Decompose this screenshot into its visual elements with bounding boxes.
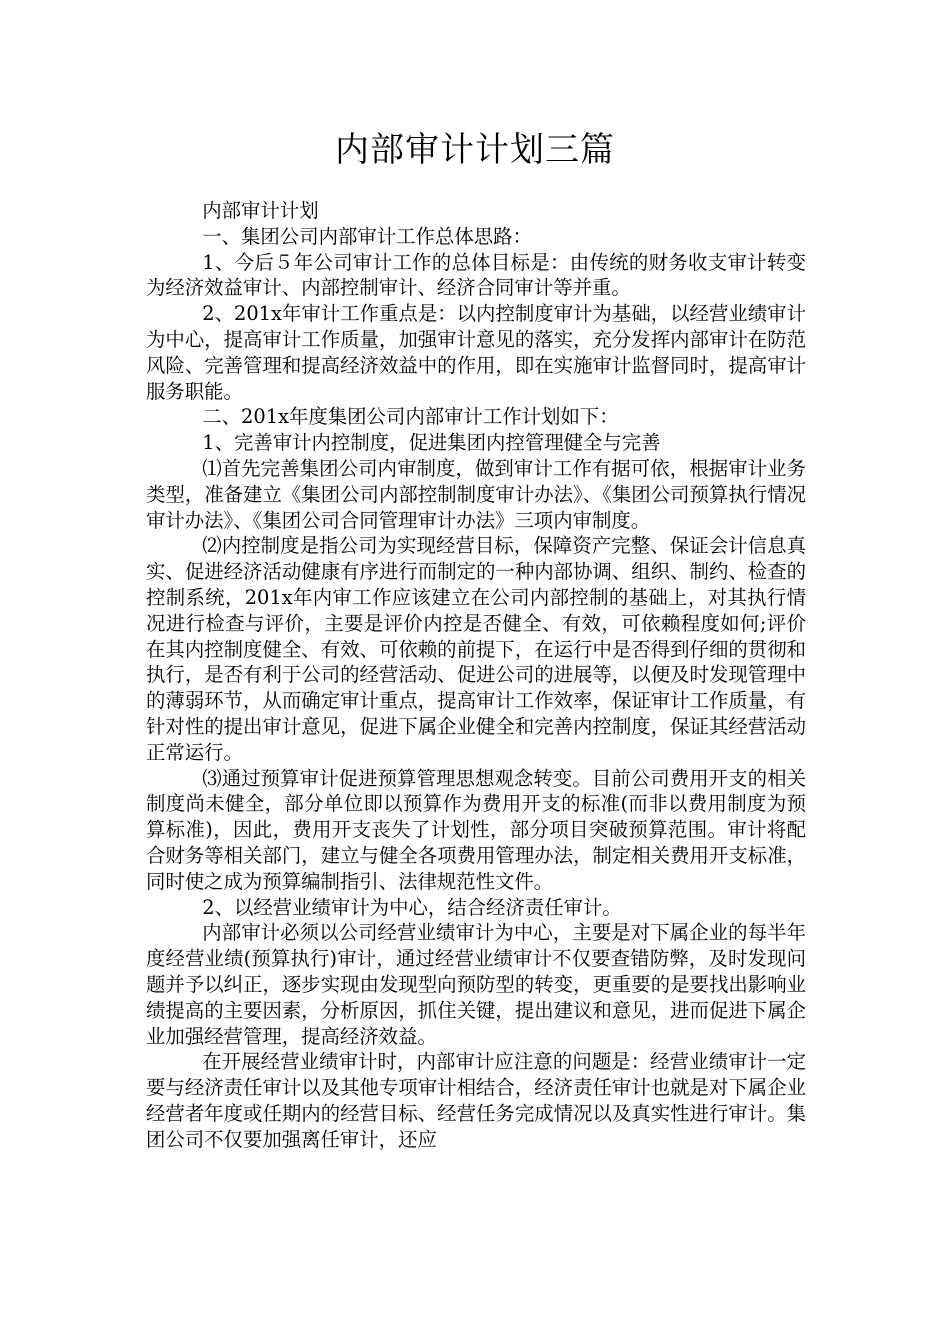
paragraph: 二、201x年度集团公司内部审计工作计划如下： [202,405,619,429]
paragraph: 2、201x年审计工作重点是：以内控制度审计为基础，以经营业绩审计为中心，提高审计工作质量，加强审计意见的落实，充分发挥内部审计在防范风险、完善管理和提高经济效益中的作用，即在实施审计监督同时，提高审计服务职能。 [146,302,806,403]
document-title: 内部审计计划三篇 [335,130,615,170]
paragraph: 内部审计必须以公司经营业绩审计为中心，主要是对下属企业的每半年度经营业绩(预算执行)审计，通过经营业绩审计不仅要查错防弊，及时发现问题并予以纠正，逐步实现由发现型向预防型的转变，更重要的是要找出影响业绩提高的主要因素，分析原因，抓住关键，提出建议和意见，进而促进下属企业加强经营管理，提高经济效益。 [146,921,806,1048]
paragraph: 内部审计计划 [202,199,319,222]
document-body [146,198,806,1152]
paragraph: 1、完善审计内控制度，促进集团内控管理健全与完善 [202,431,661,455]
paragraph: 一、集团公司内部审计工作总体思路： [202,224,532,248]
paragraph: ⑶通过预算审计促进预算管理思想观念转变。目前公司费用开支的相关制度尚未健全，部分单位即以预算作为费用开支的标准(而非以费用制度为预算标准)，因此，费用开支丧失了计划性，部分项目突破预算范围。审计将配合财务等相关部门，建立与健全各项费用管理办法，制定相关费用开支标准，同时使之成为预算编制指引、法律规范性文件。 [146,766,806,893]
paragraph: ⑴首先完善集团公司内审制度，做到审计工作有据可依，根据审计业务类型，准备建立《集团公司内部控制制度审计办法》、《集团公司预算执行情况审计办法》、《集团公司合同管理审计办法》三项内审制度。 [146,456,806,532]
paragraph: 2、以经营业绩审计为中心，结合经济责任审计。 [202,895,622,919]
paragraph: 在开展经营业绩审计时，内部审计应注意的问题是：经营业绩审计一定要与经济责任审计以及其他专项审计相结合，经济责任审计也就是对下属企业经营者年度或任期内的经营目标、经营任务完成情况以及真实性进行审计。集团公司不仅要加强离任审计，还应 [146,1050,806,1151]
paragraph: ⑵内控制度是指公司为实现经营目标，保障资产完整、保证会计信息真实、促进经济活动健康有序进行而制定的一种内部协调、组织、制约、检查的控制系统，201x年内审工作应该建立在公司内部控制的基础上，对其执行情况进行检查与评价，主要是评价内控是否健全、有效，可依赖程度如何;评价在其内控制度健全、有效、可依赖的前提下，在运行中是否得到仔细的贯彻和执行，是否有利于公司的经营活动、促进公司的进展等，以便及时发现管理中的薄弱环节，从而确定审计重点，提高审计工作效率，保证审计工作质量，有针对性的提出审计意见，促进下属企业健全和完善内控制度，保证其经营活动正常运行。 [146,534,806,764]
paragraph: 1、今后５年公司审计工作的总体目标是：由传统的财务收支审计转变为经济效益审计、内部控制审计、经济合同审计等并重。 [146,250,806,300]
